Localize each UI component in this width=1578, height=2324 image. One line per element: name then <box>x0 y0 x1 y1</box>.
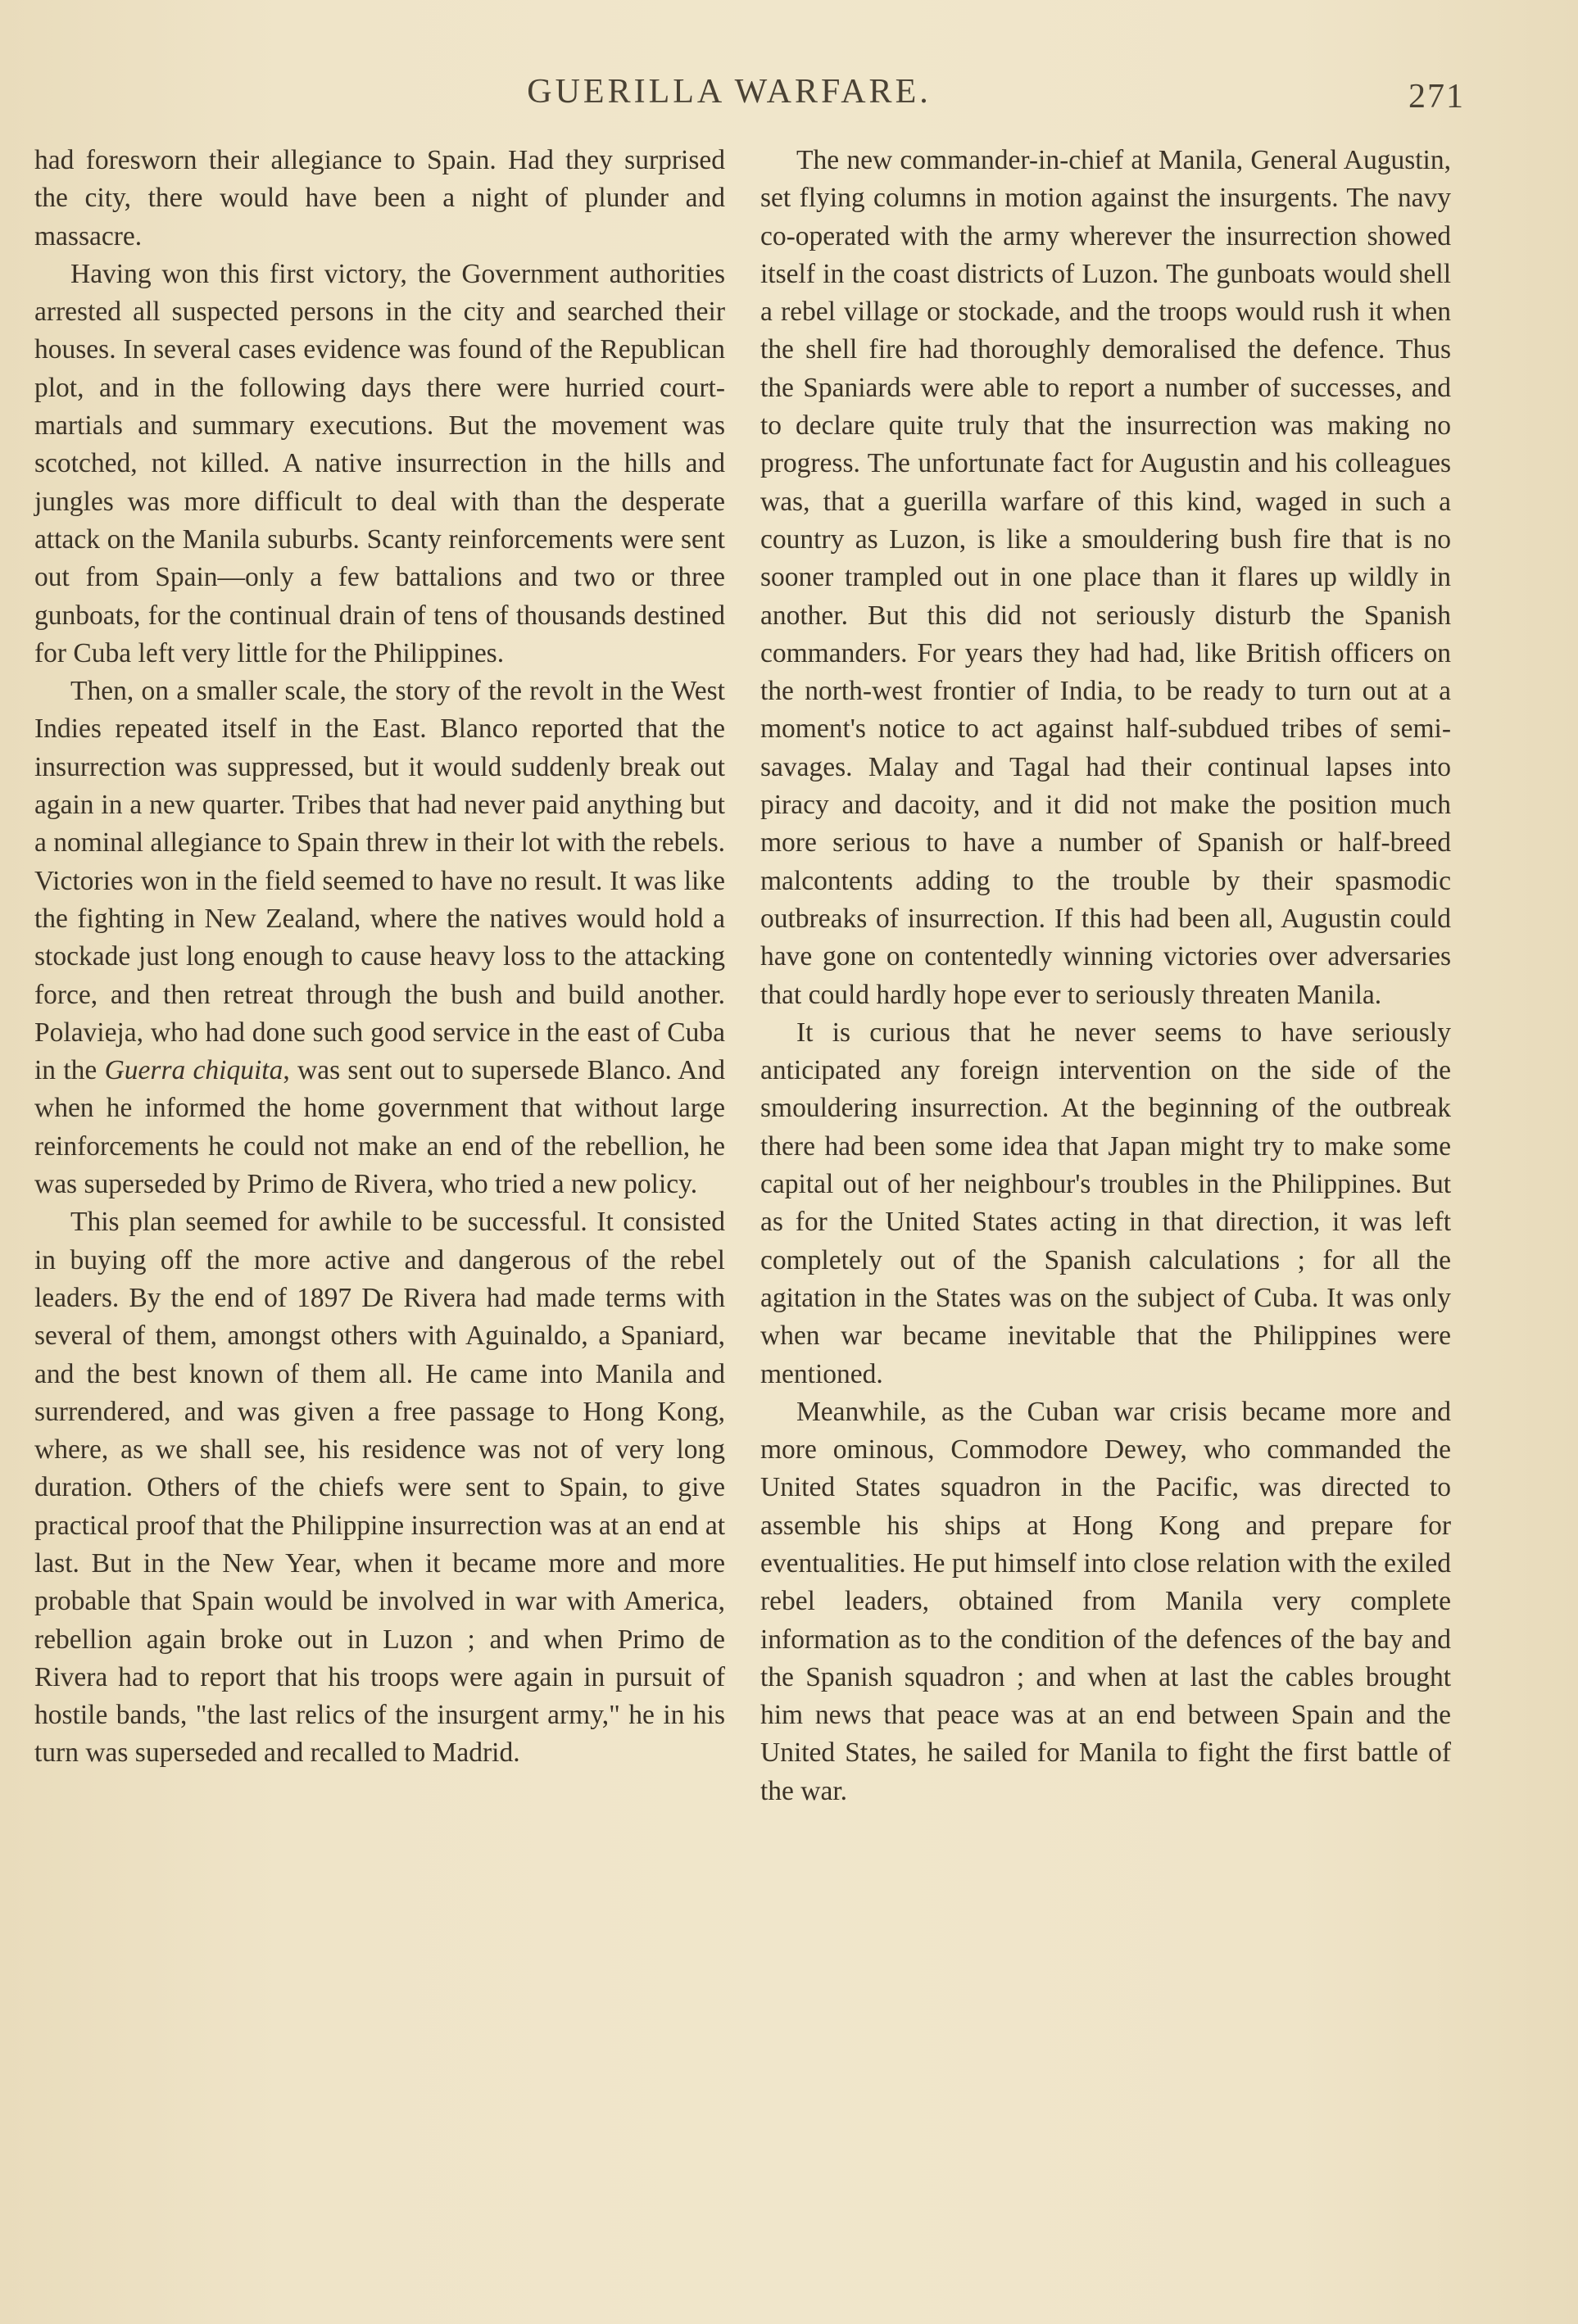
paragraph: It is curious that he never seems to have seriously anticipated any foreign intervention on the side of the smouldering insurrection. At the beginning of the outbreak there had been some idea that Japan might try to make some capital out of her neighbour's troubles in the Philippines. But as for the United States acting in that direction, it was left completely out of the Spanish calculations ; for all the agitation in the States was on the subject of Cuba. It was only when war became inevitable that the Philippines were mentioned. <box>760 1017 1451 1389</box>
paragraph <box>34 673 725 1203</box>
right-text-column <box>760 142 1451 1810</box>
running-header-title: GUERILLA WARFARE. <box>527 73 932 111</box>
paragraph-text: Then, on a smaller scale, the story of the revolt in the West Indies repeated itself in the East. Blanco reported that the insurrection was suppressed, but it would suddenly break out again in a new quarter. Tribes that had never paid anything but a nominal allegiance to Spain threw in their lot with the rebels. Victories won in the field seemed to have no result. It was like the fighting in New Zealand, where the natives would hold a stockade just long enough to cause heavy loss to the attacking force, and then retreat through the bush and build another. Polavieja, who had done such good service in the east of Cuba in the <box>34 676 725 1086</box>
page-number: 271 <box>1408 78 1465 116</box>
paragraph: had foresworn their allegiance to Spain. Had they surprised the city, there would have been a night of plunder and massacre. <box>34 145 725 251</box>
italic-term: Guerra chiquita <box>104 1055 283 1086</box>
left-text-column <box>34 142 725 1773</box>
paragraph: Having won this first victory, the Government authorities arrested all suspected persons in the city and searched their houses. In several cases evidence was found of the Republican plot, and in the following days there were hurried court-martials and summary executions. But the movement was scotched, not killed. A native insurrection in the hills and jungles was more difficult to deal with than the desperate attack on the Manila suburbs. Scanty reinforcements were sent out from Spain—only a few battalions and two or three gunboats, for the continual drain of tens of thousands destined for Cuba left very little for the Philippines. <box>34 258 725 668</box>
paragraph: The new commander-in-chief at Manila, General Augustin, set flying columns in motion against the insurgents. The navy co-operated with the army wherever the insurrection showed itself in the coast districts of Luzon. The gunboats would shell a rebel village or stockade, and the troops would rush it when the shell fire had thoroughly demoralised the defence. Thus the Spaniards were able to report a number of successes, and to declare quite truly that the insurrection was making no progress. The unfortunate fact for Augustin and his colleagues was, that a guerilla warfare of this kind, waged in such a country as Luzon, is like a smouldering bush fire that is no sooner trampled out in one place than it flares up wildly in another. But this did not seriously disturb the Spanish commanders. For years they had had, like British officers on the north-west frontier of India, to be ready to turn out at a moment's notice to act against half-subdued tribes of semi-savages. Malay and Tagal had their continual lapses into piracy and dacoity, and it did not make the position much more serious to have a number of Spanish or half-breed malcontents adding to the trouble by their spasmodic outbreaks of insurrection. If this had been all, Augustin could have gone on contentedly winning victories over adversaries that could hardly hope ever to seriously threaten Manila. <box>760 145 1451 1010</box>
paragraph: This plan seemed for awhile to be successful. It consisted in buying off the more active and dangerous of the rebel leaders. By the end of 1897 De Rivera had made terms with several of them, amongst others with Aguinaldo, a Spaniard, and the best known of them all. He came into Manila and surrendered, and was given a free passage to Hong Kong, where, as we shall see, his residence was not of very long duration. Others of the chiefs were sent to Spain, to give practical proof that the Philippine insurrection was at an end at last. But in the New Year, when it became more and more probable that Spain would be involved in war with America, rebellion again broke out in Luzon ; and when Primo de Rivera had to report that his troops were again in pursuit of hostile bands, "the last relics of the insurgent army," he in his turn was superseded and recalled to Madrid. <box>34 1207 725 1769</box>
paragraph: Meanwhile, as the Cuban war crisis became more and more ominous, Commodore Dewey, who commanded the United States squadron in the Pacific, was directed to assemble his ships at Hong Kong and prepare for eventualities. He put himself into close relation with the exiled rebel leaders, obtained from Manila very complete information as to the condition of the defences of the bay and the Spanish squadron ; and when at last the cables brought him news that peace was at an end between Spain and the United States, he sailed for Manila to fight the first battle of the war. <box>760 1396 1451 1806</box>
paragraph-text: , was sent out to supersede Blanco. And when he informed the home government that without large reinforcements he could not make an end of the rebellion, he was superseded by Primo de Rivera, who tried a new policy. <box>34 1055 725 1200</box>
